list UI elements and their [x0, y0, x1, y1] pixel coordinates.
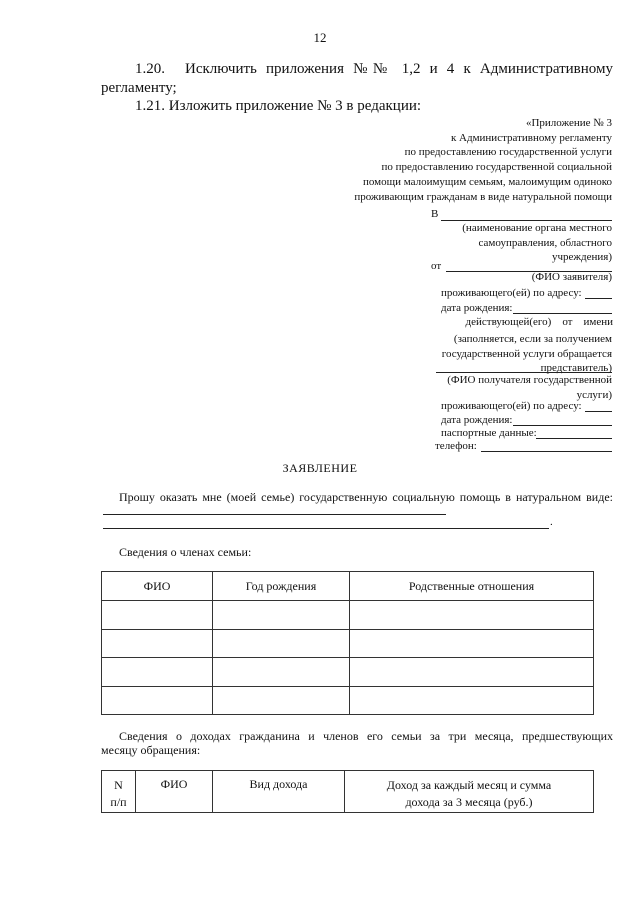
header-fio: ФИО — [136, 771, 213, 813]
phone-line — [481, 451, 612, 452]
header-income-amount — [345, 771, 594, 813]
table-cell[interactable] — [350, 658, 594, 687]
acting-note-line: представитель) — [540, 362, 612, 375]
table-row — [102, 687, 594, 715]
to-prefix: В — [431, 208, 439, 220]
page-number: 12 — [313, 30, 327, 45]
request-line-1 — [103, 514, 446, 515]
appendix-header-line: помощи малоимущим семьям, малоимущим одиноко — [362, 175, 612, 188]
table-cell[interactable] — [350, 630, 594, 658]
request-line-2 — [103, 528, 549, 529]
header-number — [102, 771, 136, 813]
table-cell[interactable] — [213, 687, 350, 715]
acting-label: действующей(его) от имени — [465, 316, 613, 328]
table-cell[interactable] — [213, 601, 350, 630]
item-1-20-text: Исключить приложения №№ 1,2 и 4 к Административному — [185, 61, 613, 77]
item-1-20-text-cont: регламенту; — [101, 80, 177, 96]
applicant-fio-note: (ФИО заявителя) — [531, 271, 612, 283]
income-table — [101, 770, 594, 813]
header-income-type: Вид дохода — [213, 771, 345, 813]
phone-label: телефон: — [435, 440, 477, 452]
birth-date2-label: дата рождения: — [441, 414, 513, 426]
appendix-header-line: по предоставлению государственной социальной — [381, 161, 612, 174]
table-cell[interactable] — [102, 601, 213, 630]
table-header-row — [102, 771, 594, 813]
header-income-line: дохода за 3 месяца (руб.) — [405, 795, 533, 809]
request-end: . — [550, 516, 553, 528]
income-caption: Сведения о доходах гражданина и членов его семьи за три месяца, предшествующих — [119, 729, 613, 743]
passport-label: паспортные данные: — [441, 427, 537, 439]
acting-note — [442, 332, 612, 376]
residing2-line — [585, 411, 612, 412]
appendix-header-line: «Приложение № 3 — [525, 117, 612, 129]
table-cell[interactable] — [350, 601, 594, 630]
family-table — [101, 571, 594, 715]
appendix-header-line: к Административному регламенту — [450, 131, 612, 144]
residing-label: проживающего(ей) по адресу: — [441, 287, 582, 299]
birth-date2-line — [513, 425, 612, 426]
table-cell[interactable] — [102, 658, 213, 687]
passport-line — [536, 438, 612, 439]
org-note-line: самоуправления, областного — [478, 236, 612, 249]
table-cell[interactable] — [213, 658, 350, 687]
header-number-line: N — [114, 778, 123, 792]
org-note-line: (наименование органа местного — [462, 222, 612, 234]
recipient-fio-line: (ФИО получателя государственной — [447, 374, 612, 386]
appendix-header — [354, 116, 612, 204]
item-1-21-text: 1.21. Изложить приложение № 3 в редакции: — [135, 98, 422, 114]
table-row — [102, 601, 594, 630]
family-caption: Сведения о членах семьи: — [119, 545, 252, 559]
residing2-label: проживающего(ей) по адресу: — [441, 400, 582, 412]
request-text: Прошу оказать мне (моей семье) государственную социальную помощь в натуральном виде: — [119, 490, 613, 504]
income-caption-cont: месяцу обращения: — [101, 743, 201, 757]
birth-date-line — [513, 313, 612, 314]
table-cell[interactable] — [102, 630, 213, 658]
header-number-line: п/п — [110, 795, 127, 809]
table-row — [102, 658, 594, 687]
residing-line — [585, 298, 612, 299]
org-note — [462, 221, 612, 265]
appendix-header-line: по предоставлению государственной услуги — [404, 146, 612, 159]
birth-date-label: дата рождения: — [441, 302, 513, 314]
recipient-fio-note — [447, 373, 612, 402]
header-income-line: Доход за каждый месяц и сумма — [386, 778, 552, 792]
document-title: ЗАЯВЛЕНИЕ — [282, 461, 358, 475]
acting-note-line: (заполняется, если за получением — [453, 333, 612, 345]
item-1-20-number: 1.20. — [135, 61, 165, 77]
table-cell[interactable] — [102, 687, 213, 715]
table-cell[interactable] — [350, 687, 594, 715]
header-birth-year: Год рождения — [213, 572, 350, 601]
header-relation: Родственные отношения — [350, 572, 594, 601]
header-fio: ФИО — [102, 572, 213, 601]
from-prefix: от — [431, 260, 442, 272]
recipient-fio-line: услуги) — [576, 388, 612, 401]
table-row — [102, 630, 594, 658]
table-header-row — [102, 572, 594, 601]
acting-note-line: государственной услуги обращается — [441, 347, 612, 360]
table-cell[interactable] — [213, 630, 350, 658]
appendix-header-line: проживающим гражданам в виде натуральной помощи — [354, 190, 612, 203]
org-note-line: учреждения) — [552, 251, 612, 264]
